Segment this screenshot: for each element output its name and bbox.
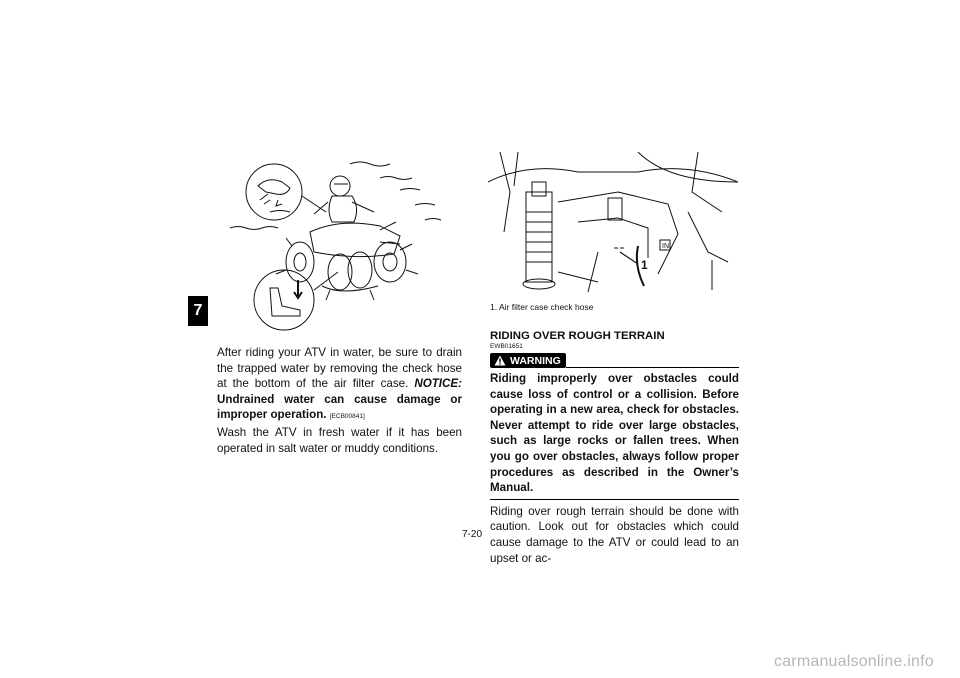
notice-code: [ECB00841] xyxy=(329,413,365,421)
wash-paragraph: Wash the ATV in fresh water if it has been operated in salt water or muddy conditions. xyxy=(217,425,462,455)
watermark[interactable]: carmanualsonline.info xyxy=(774,653,934,670)
chapter-tab xyxy=(188,296,208,326)
warning-label: WARNING xyxy=(510,354,561,367)
left-column xyxy=(217,345,462,456)
chapter-number: 7 xyxy=(193,302,203,319)
rough-terrain-paragraph: Riding over rough terrain should be done with caution. Look out for obstacles which could cause damage to the ATV or could lead to an upset or ac- xyxy=(490,504,739,565)
warning-text: Riding improperly over obstacles could cause loss of control or a collision. Before operating in a new area, check for obstacles. Never attempt to ride over large obstacles, such as large rocks or fallen trees. When you go over obstacles, always follow proper procedures as described in the Owner’s Manual. xyxy=(490,371,739,500)
section-heading: RIDING OVER ROUGH TERRAIN xyxy=(490,330,665,342)
warning-rule xyxy=(566,367,739,368)
warning-header xyxy=(490,352,739,368)
drain-text: After riding your ATV in water, be sure to drain the trapped water by removing the check hose at the bottom of the air filter case. xyxy=(217,346,462,391)
notice-text: Undrained water can cause damage or improper operation. xyxy=(217,392,462,422)
figure-caption: 1. Air filter case check hose xyxy=(490,302,594,312)
warning-code: EWB01651 xyxy=(490,343,523,350)
warning-badge xyxy=(490,353,566,368)
warning-triangle-icon xyxy=(494,355,506,366)
svg-text:IN: IN xyxy=(662,243,669,250)
atv-water-illustration xyxy=(230,150,458,338)
drain-water-paragraph xyxy=(217,345,462,425)
page-number: 7-20 xyxy=(462,529,483,540)
right-column xyxy=(490,330,739,566)
callout-1: 1 xyxy=(641,258,648,272)
notice-label: NOTICE: xyxy=(414,377,462,391)
air-filter-hose-illustration xyxy=(488,152,738,298)
